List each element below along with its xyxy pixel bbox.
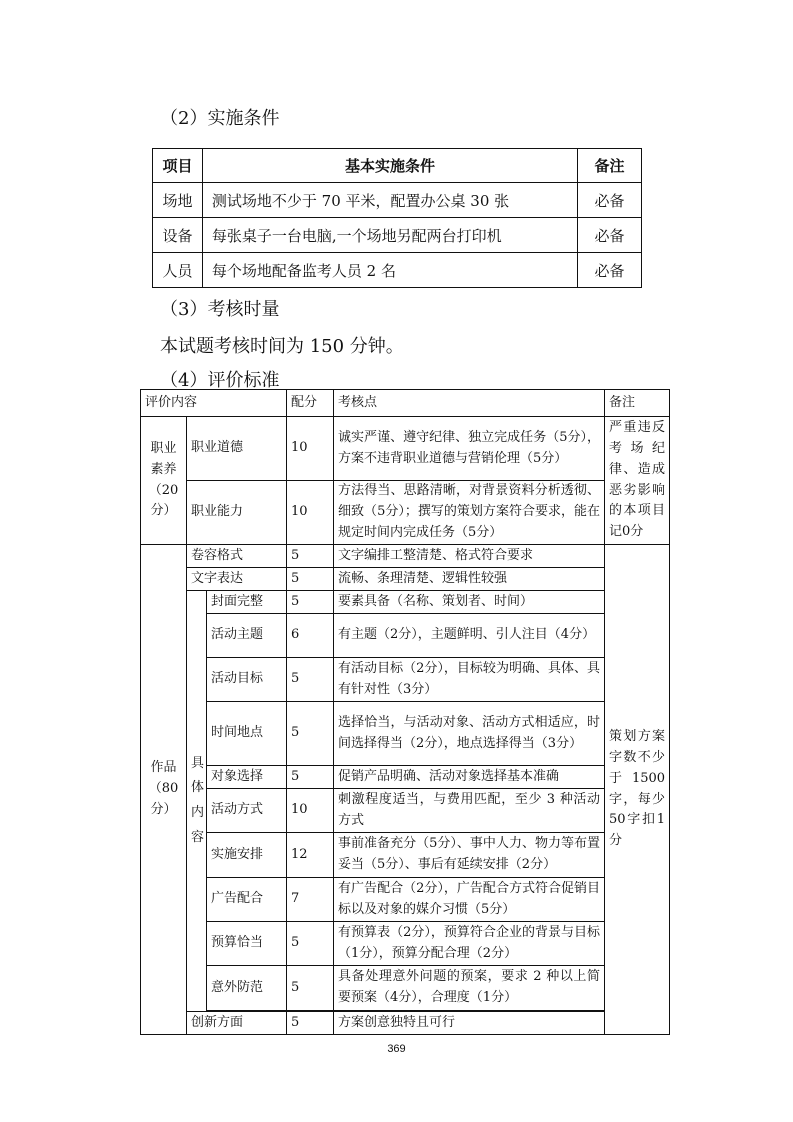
- points-cell: 有广告配合（2分），广告配合方式符合促销目标以及对象的媒介习惯（5分）: [334, 878, 605, 922]
- points-cell: 方法得当、思路清晰，对背景资料分析透彻、细致（5分）；撰写的策划方案符合要求，能在规定时间内完成任务（5分）: [334, 481, 605, 545]
- remark-cell: 必备: [578, 183, 642, 218]
- condition-cell: 每个场地配备监考人员 2 名: [202, 253, 577, 288]
- points-cell: 诚实严谨、遵守纪律、独立完成任务（5分），方案不违背职业道德与营销伦理（5分）: [334, 417, 605, 481]
- score-cell: 5: [287, 702, 334, 766]
- item-cell: 预算恰当: [207, 922, 287, 966]
- header-score: 配分: [287, 390, 334, 417]
- score-cell: 10: [287, 481, 334, 545]
- item-cell: 场地: [153, 183, 203, 218]
- category-professional: 职业素养（20分）: [141, 417, 187, 545]
- score-cell: 5: [287, 766, 334, 789]
- points-cell: 文字编排工整清楚、格式符合要求: [334, 545, 605, 568]
- conditions-heading: （2）实施条件: [160, 108, 280, 129]
- table-row: [141, 1012, 670, 1035]
- category-works: 作品（80分）: [141, 545, 187, 1035]
- criteria-header-row: [141, 390, 670, 417]
- item-cell: 活动方式: [207, 789, 287, 833]
- remark-cell: 必备: [578, 218, 642, 253]
- item-cell: 文字表达: [187, 568, 287, 591]
- table-row: [153, 183, 642, 218]
- time-text: 本试题考核时间为 150 分钟。: [160, 336, 404, 357]
- points-cell: 促销产品明确、活动对象选择基本准确: [334, 766, 605, 789]
- time-heading: （3）考核时量: [160, 299, 280, 320]
- item-cell: 设备: [153, 218, 203, 253]
- header-item: 项目: [153, 149, 203, 183]
- table-row: [141, 966, 670, 1011]
- item-cell: 广告配合: [207, 878, 287, 922]
- points-cell: 刺激程度适当，与费用匹配，至少 3 种活动方式: [334, 789, 605, 833]
- score-cell: 5: [287, 545, 334, 568]
- condition-cell: 每张桌子一台电脑,一个场地另配两台打印机: [202, 218, 577, 253]
- header-conditions: 基本实施条件: [202, 149, 577, 183]
- table-row: [141, 922, 670, 966]
- score-cell: 10: [287, 789, 334, 833]
- table-row: [141, 702, 670, 766]
- item-cell: 对象选择: [207, 766, 287, 789]
- remark-cell: 必备: [578, 253, 642, 288]
- table-row: [141, 658, 670, 702]
- score-cell: 7: [287, 878, 334, 922]
- table-row: [141, 481, 670, 545]
- table-row: [141, 568, 670, 591]
- score-cell: 5: [287, 591, 334, 614]
- item-cell: 实施安排: [207, 833, 287, 878]
- points-cell: 流畅、条理清楚、逻辑性较强: [334, 568, 605, 591]
- points-cell: 有活动目标（2分），目标较为明确、具体、具有针对性（3分）: [334, 658, 605, 702]
- page-number: 369: [387, 1043, 406, 1055]
- score-cell: 5: [287, 966, 334, 1011]
- item-cell: 时间地点: [207, 702, 287, 766]
- table-row: [141, 614, 670, 658]
- header-content: 评价内容: [141, 390, 287, 417]
- table-row: [153, 253, 642, 288]
- item-cell: 人员: [153, 253, 203, 288]
- table-row: [141, 833, 670, 878]
- conditions-table: [152, 148, 642, 288]
- item-cell: 封面完整: [207, 591, 287, 614]
- points-cell: 方案创意独特且可行: [334, 1012, 605, 1035]
- item-cell: 创新方面: [187, 1012, 287, 1035]
- table-row: [153, 218, 642, 253]
- points-cell: 有预算表（2分），预算符合企业的背景与目标（1分），预算分配合理（2分）: [334, 922, 605, 966]
- points-cell: 有主题（2分），主题鲜明、引人注目（4分）: [334, 614, 605, 658]
- item-cell: 职业道德: [187, 417, 287, 481]
- score-cell: 6: [287, 614, 334, 658]
- points-cell: 具备处理意外问题的预案，要求 2 种以上简要预案（4分），合理度（1分）: [334, 966, 605, 1011]
- header-remarks: 备注: [578, 149, 642, 183]
- points-cell: 要素具备（名称、策划者、时间）: [334, 591, 605, 614]
- subcategory-specific: 具体内容: [187, 591, 207, 1012]
- criteria-table: [140, 389, 670, 1035]
- table-row: [141, 789, 670, 833]
- item-cell: 卷容格式: [187, 545, 287, 568]
- score-cell: 12: [287, 833, 334, 878]
- points-cell: 事前准备充分（5分）、事中人力、物力等布置妥当（5分）、事后有延续安排（2分）: [334, 833, 605, 878]
- score-cell: 5: [287, 568, 334, 591]
- score-cell: 5: [287, 922, 334, 966]
- item-cell: 活动目标: [207, 658, 287, 702]
- item-cell: 活动主题: [207, 614, 287, 658]
- conditions-header-row: [153, 149, 642, 183]
- header-points: 考核点: [334, 390, 605, 417]
- item-cell: 意外防范: [207, 966, 287, 1011]
- table-row: [141, 545, 670, 568]
- remarks-works: 策划方案字数不少于1500字，每少50字扣1分: [605, 545, 670, 1035]
- condition-cell: 测试场地不少于 70 平米，配置办公桌 30 张: [202, 183, 577, 218]
- criteria-heading: （4）评价标准: [160, 370, 280, 391]
- item-cell: 职业能力: [187, 481, 287, 545]
- table-row: [141, 766, 670, 789]
- score-cell: 5: [287, 658, 334, 702]
- score-cell: 5: [287, 1012, 334, 1035]
- score-cell: 10: [287, 417, 334, 481]
- table-row: [141, 591, 670, 614]
- remarks-professional: 严重违反考场纪律、造成恶劣影响的本项目记0分: [605, 417, 670, 545]
- points-cell: 选择恰当，与活动对象、活动方式相适应，时间选择得当（2分），地点选择得当（3分）: [334, 702, 605, 766]
- table-row: [141, 878, 670, 922]
- header-remarks: 备注: [605, 390, 670, 417]
- table-row: [141, 417, 670, 481]
